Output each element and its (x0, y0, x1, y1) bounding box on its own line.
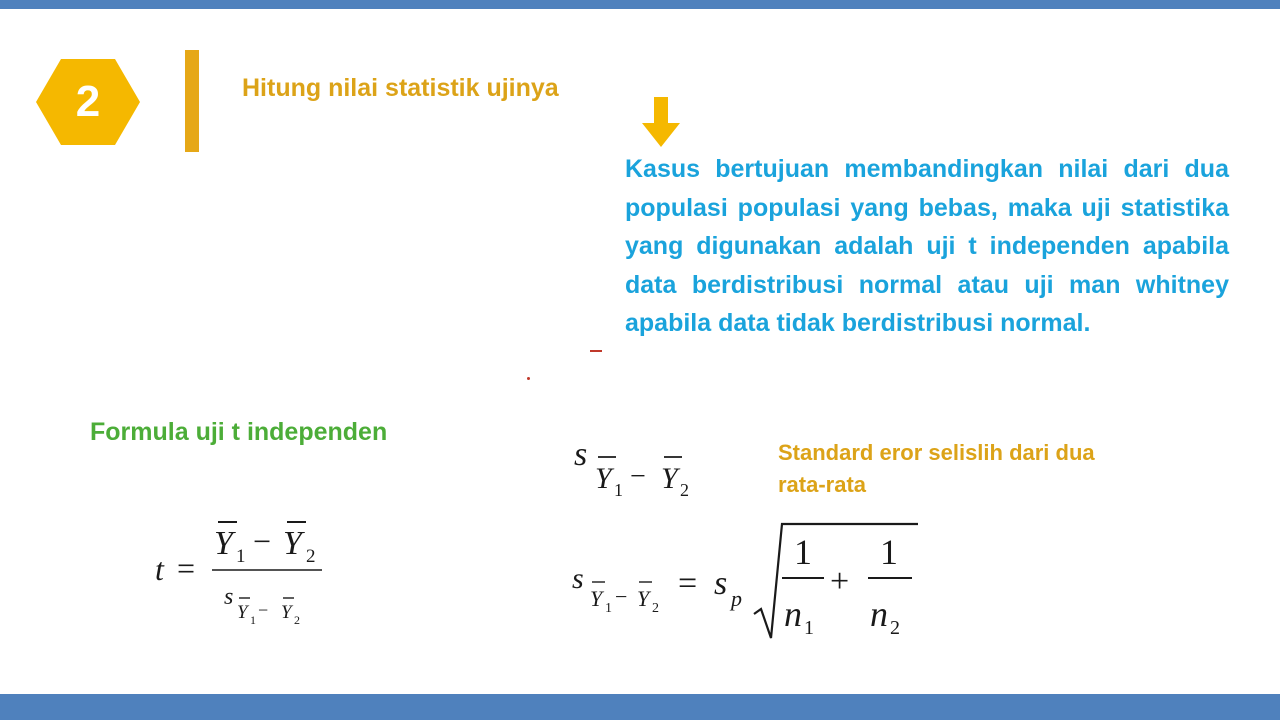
sef-p: p (731, 586, 742, 611)
stray-mark (590, 350, 602, 352)
sef-s: s (572, 562, 584, 595)
step-number: 2 (75, 77, 101, 126)
bottom-bar (0, 694, 1280, 720)
den-s: s (224, 584, 234, 610)
se-symbol (570, 430, 710, 510)
sef-minus: − (615, 584, 628, 609)
num-Y1: Y (214, 525, 233, 562)
plus-sign: + (830, 563, 850, 600)
description-paragraph: Kasus bertujuan membandingkan nilai dari dua populasi populasi yang bebas, maka uji statistika yang digunakan adalah uji t independen apabila data berdistribusi normal atau uji man whitney apabila data tidak berdistribusi normal. (625, 155, 1229, 337)
standard-error-label: Standard eror selislih dari dua rata-rata (778, 440, 1095, 497)
accent-divider (185, 50, 199, 152)
se-minus: − (630, 461, 646, 492)
sef-sp: s (714, 565, 728, 602)
se-Y1: Y (595, 462, 612, 495)
stray-dot (527, 377, 530, 380)
frac1-num: 1 (794, 532, 812, 572)
den-Y2: Y (281, 602, 292, 623)
sef-Y1: Y (590, 586, 603, 611)
arrow-down-icon (641, 97, 681, 147)
num-sub2: 2 (306, 546, 316, 567)
step-title: Hitung nilai statistik ujinya (242, 74, 559, 102)
sef-Y2: Y (637, 586, 650, 611)
standard-error-formula (568, 518, 928, 648)
t-test-formula (150, 510, 340, 640)
se-sub2: 2 (680, 480, 689, 500)
se-s: s (574, 436, 588, 473)
formula-equals: = (177, 550, 196, 586)
frac2-sub: 2 (890, 617, 900, 639)
den-sub2: 2 (294, 613, 300, 627)
sef-sub1: 1 (605, 601, 612, 616)
num-Y2: Y (283, 525, 302, 562)
den-sub1: 1 (250, 613, 256, 627)
frac2-num: 1 (880, 532, 898, 572)
sef-sub2: 2 (652, 601, 659, 616)
den-Y1: Y (237, 602, 248, 623)
se-sub1: 1 (614, 480, 623, 500)
se-Y2: Y (661, 462, 678, 495)
frac2-n: n (870, 594, 888, 634)
den-minus: − (258, 600, 269, 620)
sef-equals: = (678, 565, 698, 602)
frac1-n: n (784, 594, 802, 634)
num-minus: − (253, 523, 272, 559)
frac1-sub: 1 (804, 617, 814, 639)
num-sub1: 1 (236, 546, 246, 567)
formula-t: t (155, 551, 164, 587)
top-bar (0, 0, 1280, 9)
formula-heading: Formula uji t independen (90, 418, 388, 446)
